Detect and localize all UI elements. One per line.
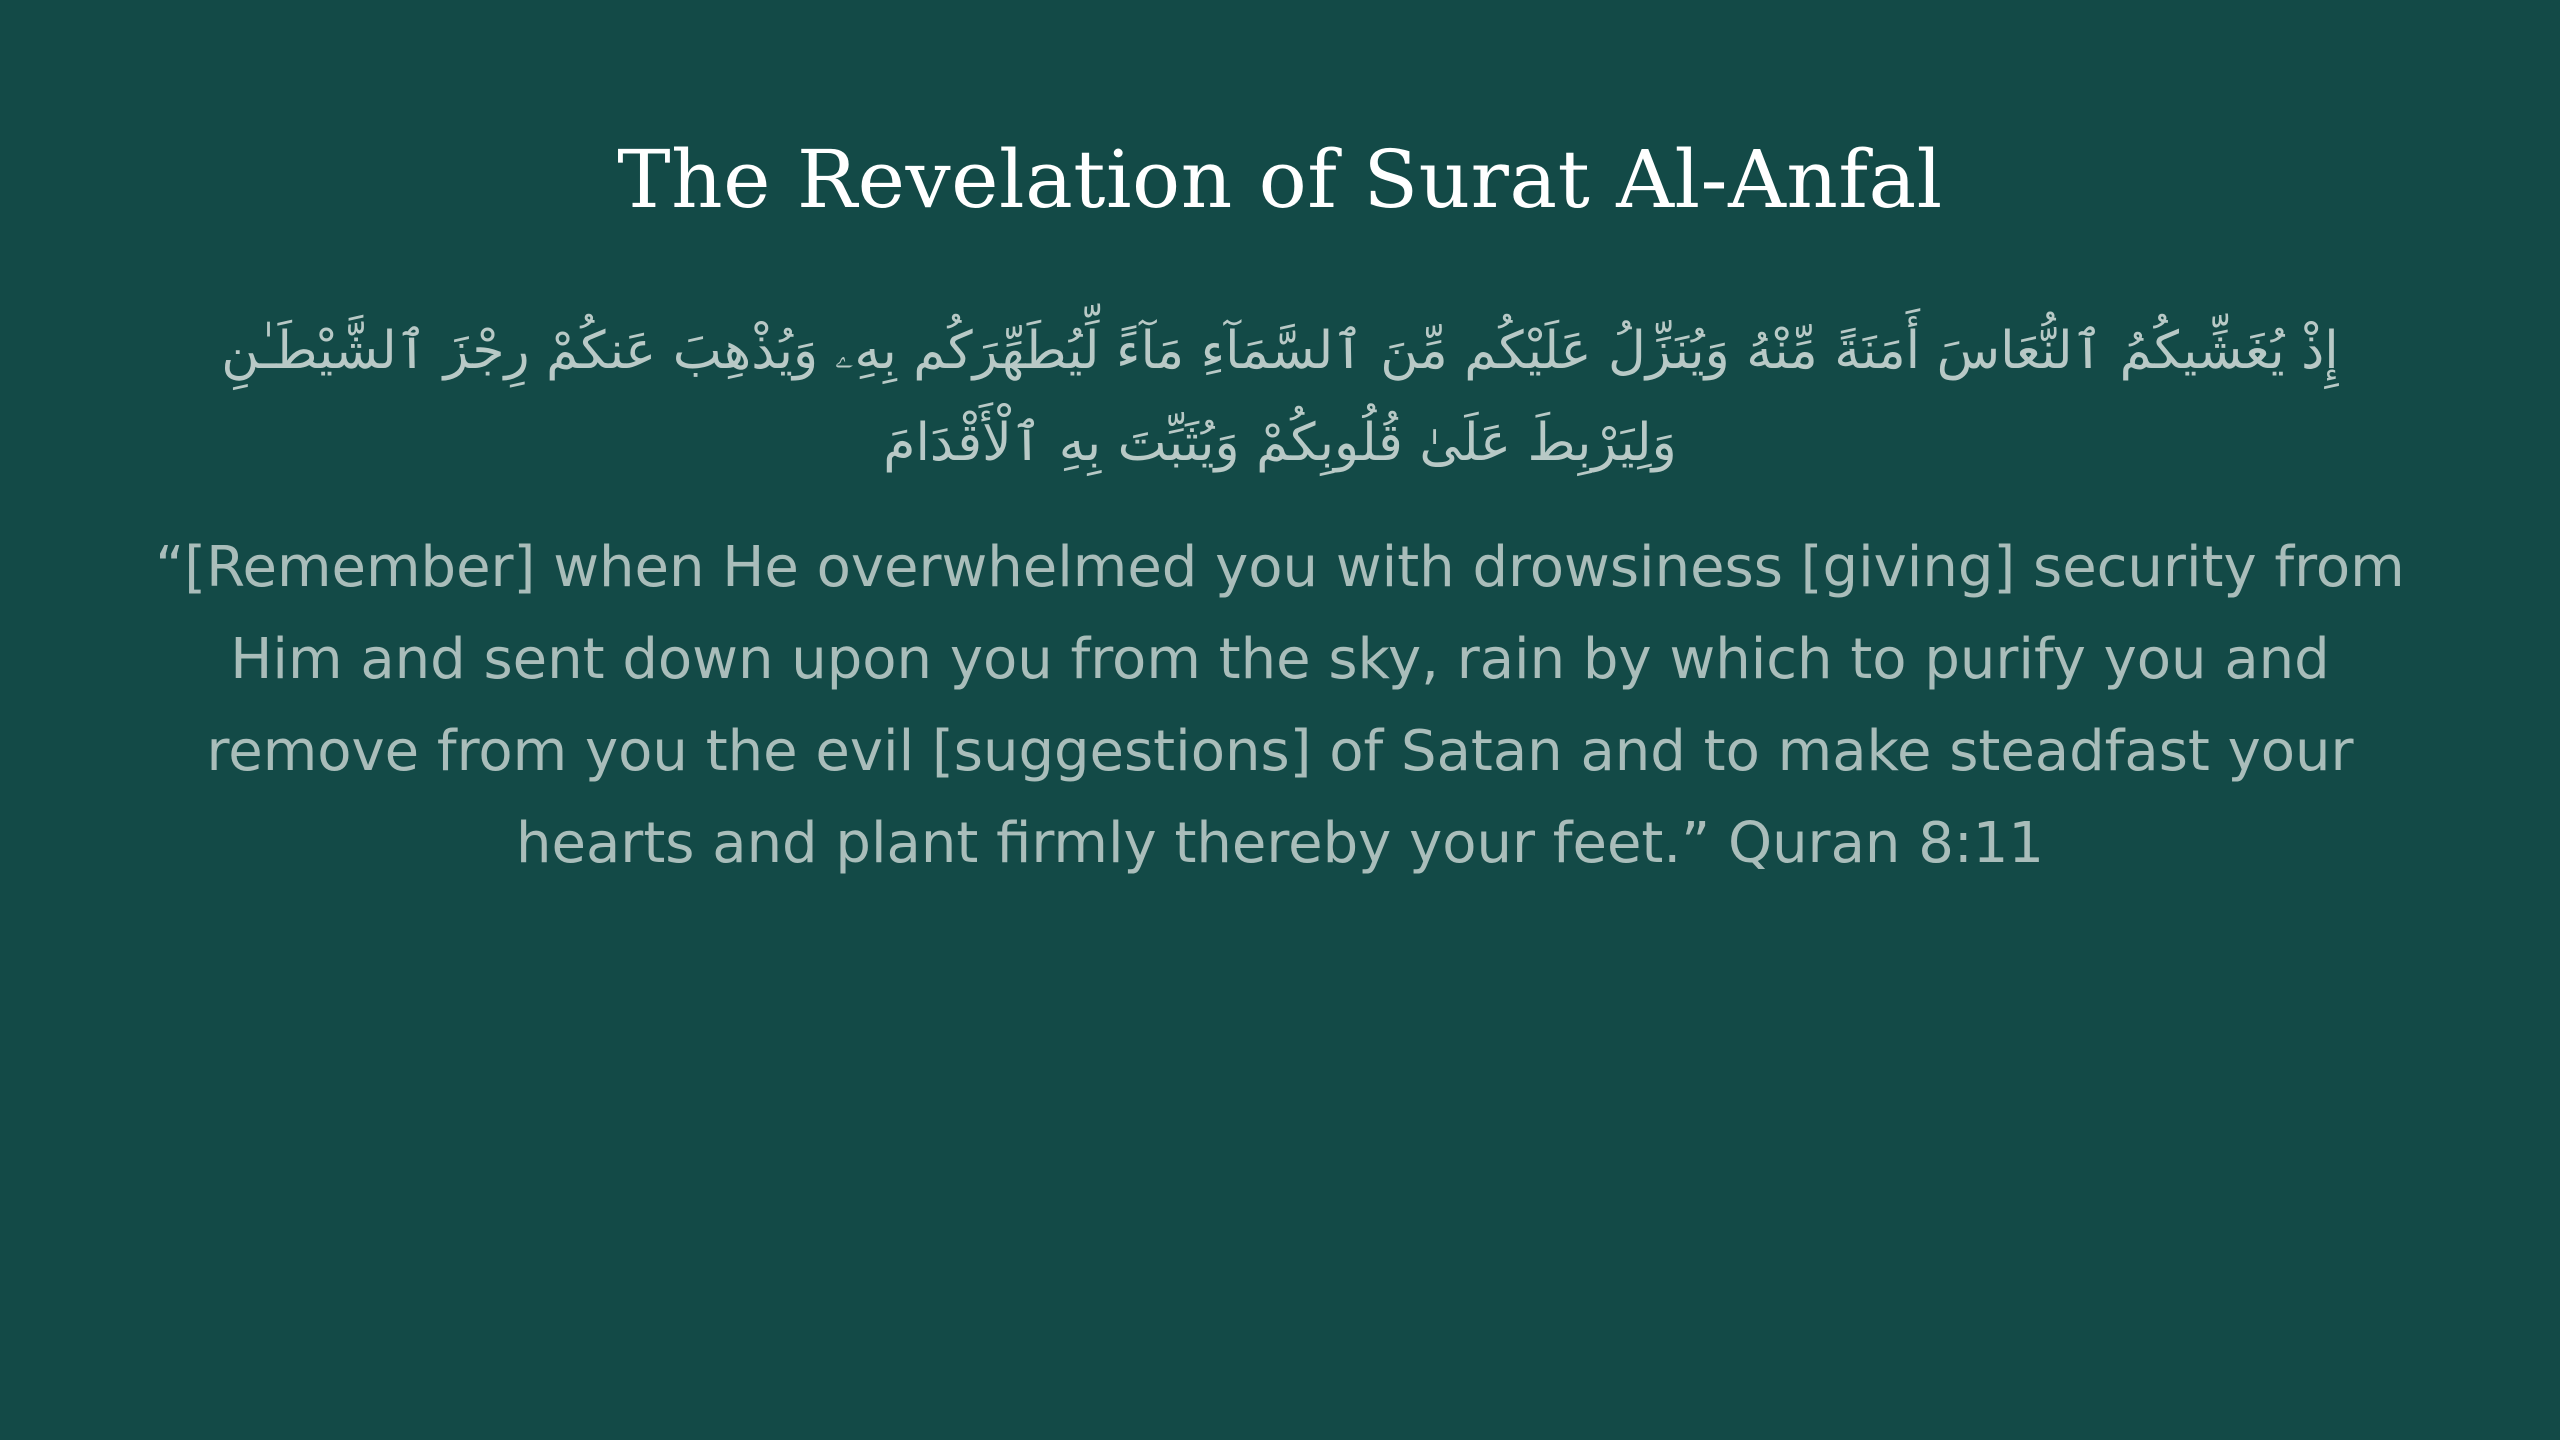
verse-translation: “[Remember] when He overwhelmed you with drowsiness [giving] security from Him and sent down upon you from the sky, rain by which to purify you and remove from you the evil [suggestions] of Satan and to make steadfast your hearts and plant firmly thereby your feet.” Quran 8:11 [155, 535, 2405, 876]
slide-title: The Revelation of Surat Al-Anfal [617, 133, 1943, 226]
arabic-verse: إِذْ يُغَشِّيكُمُ ٱلنُّعَاسَ أَمَنَةً مِّنْهُ وَيُنَزِّلُ عَلَيْكُم مِّنَ ٱلسَّمَآءِ مَآءً لِّيُطَهِّرَكُم بِهِۦ وَيُذْهِبَ عَنكُمْ رِجْزَ ٱلشَّيْطَـٰنِ وَلِيَرْبِطَ عَلَىٰ قُلُوبِكُمْ وَيُثَبِّتَ بِهِ ٱلْأَقْدَامَ [221, 321, 2339, 473]
